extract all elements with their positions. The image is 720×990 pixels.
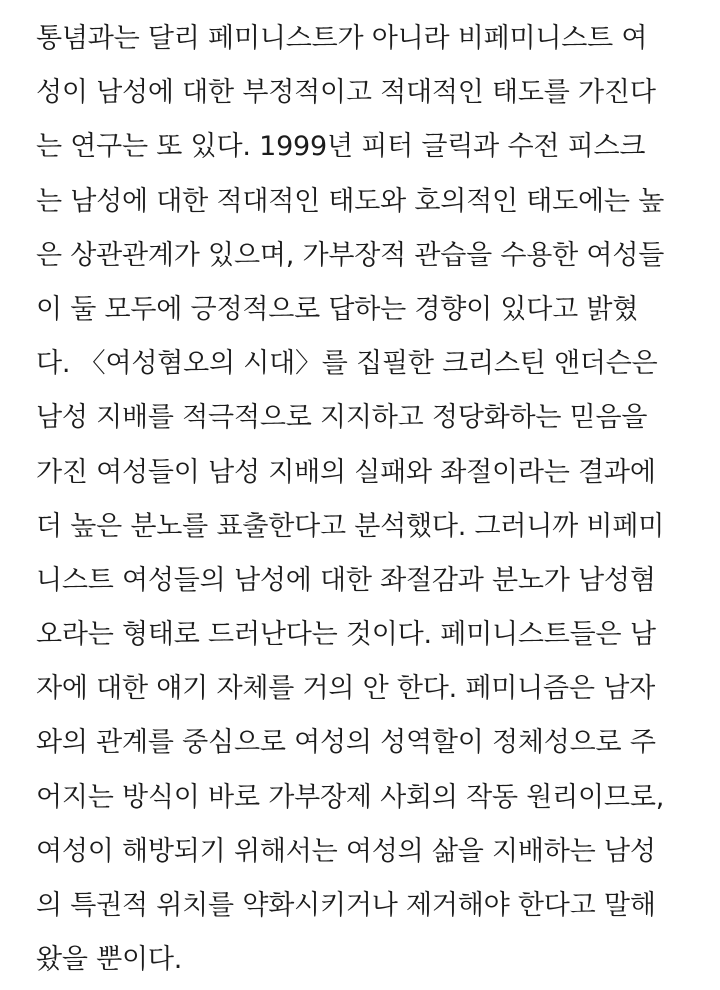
text-line: 니스트 여성들의 남성에 대한 좌절감과 분노가 남성혐 [36, 564, 656, 596]
text-line: 는 연구는 또 있다. 1999년 피터 글릭과 수전 피스크 [36, 131, 646, 163]
text-line: 남성 지배를 적극적으로 지지하고 정당화하는 믿음을 [36, 402, 648, 434]
text-line: 더 높은 분노를 표출한다고 분석했다. 그러니까 비페미 [36, 510, 665, 542]
text-line: 통념과는 달리 페미니스트가 아니라 비페미니스트 여 [36, 23, 648, 54]
text-line: 은 상관관계가 있으며, 가부장적 관습을 수용한 여성들 [36, 239, 665, 271]
text-line: 여성이 해방되기 위해서는 여성의 삶을 지배하는 남성 [36, 835, 656, 867]
text-line: 오라는 형태로 드러난다는 것이다. 페미니스트들은 남 [36, 619, 656, 651]
text-line: 어지는 방식이 바로 가부장제 사회의 작동 원리이므로, [36, 781, 665, 813]
text-line: 다. 〈여성혐오의 시대〉를 집필한 크리스틴 앤더슨은 [36, 348, 658, 380]
text-line: 이 둘 모두에 긍정적으로 답하는 경향이 있다고 밝혔 [36, 293, 639, 325]
text-line: 가진 여성들이 남성 지배의 실패와 좌절이라는 결과에 [36, 456, 656, 488]
text-line: 왔을 뿐이다. [36, 944, 183, 976]
text-line: 자에 대한 얘기 자체를 거의 안 한다. 페미니즘은 남자 [36, 673, 655, 705]
text-line: 성이 남성에 대한 부정적이고 적대적인 태도를 가진다 [36, 77, 656, 109]
body-paragraph [36, 12, 706, 987]
text-line: 의 특권적 위치를 약화시키거나 제거해야 한다고 말해 [36, 890, 656, 921]
text-line: 는 남성에 대한 적대적인 태도와 호의적인 태도에는 높 [36, 185, 665, 217]
text-line: 와의 관계를 중심으로 여성의 성역할이 정체성으로 주 [36, 727, 656, 759]
